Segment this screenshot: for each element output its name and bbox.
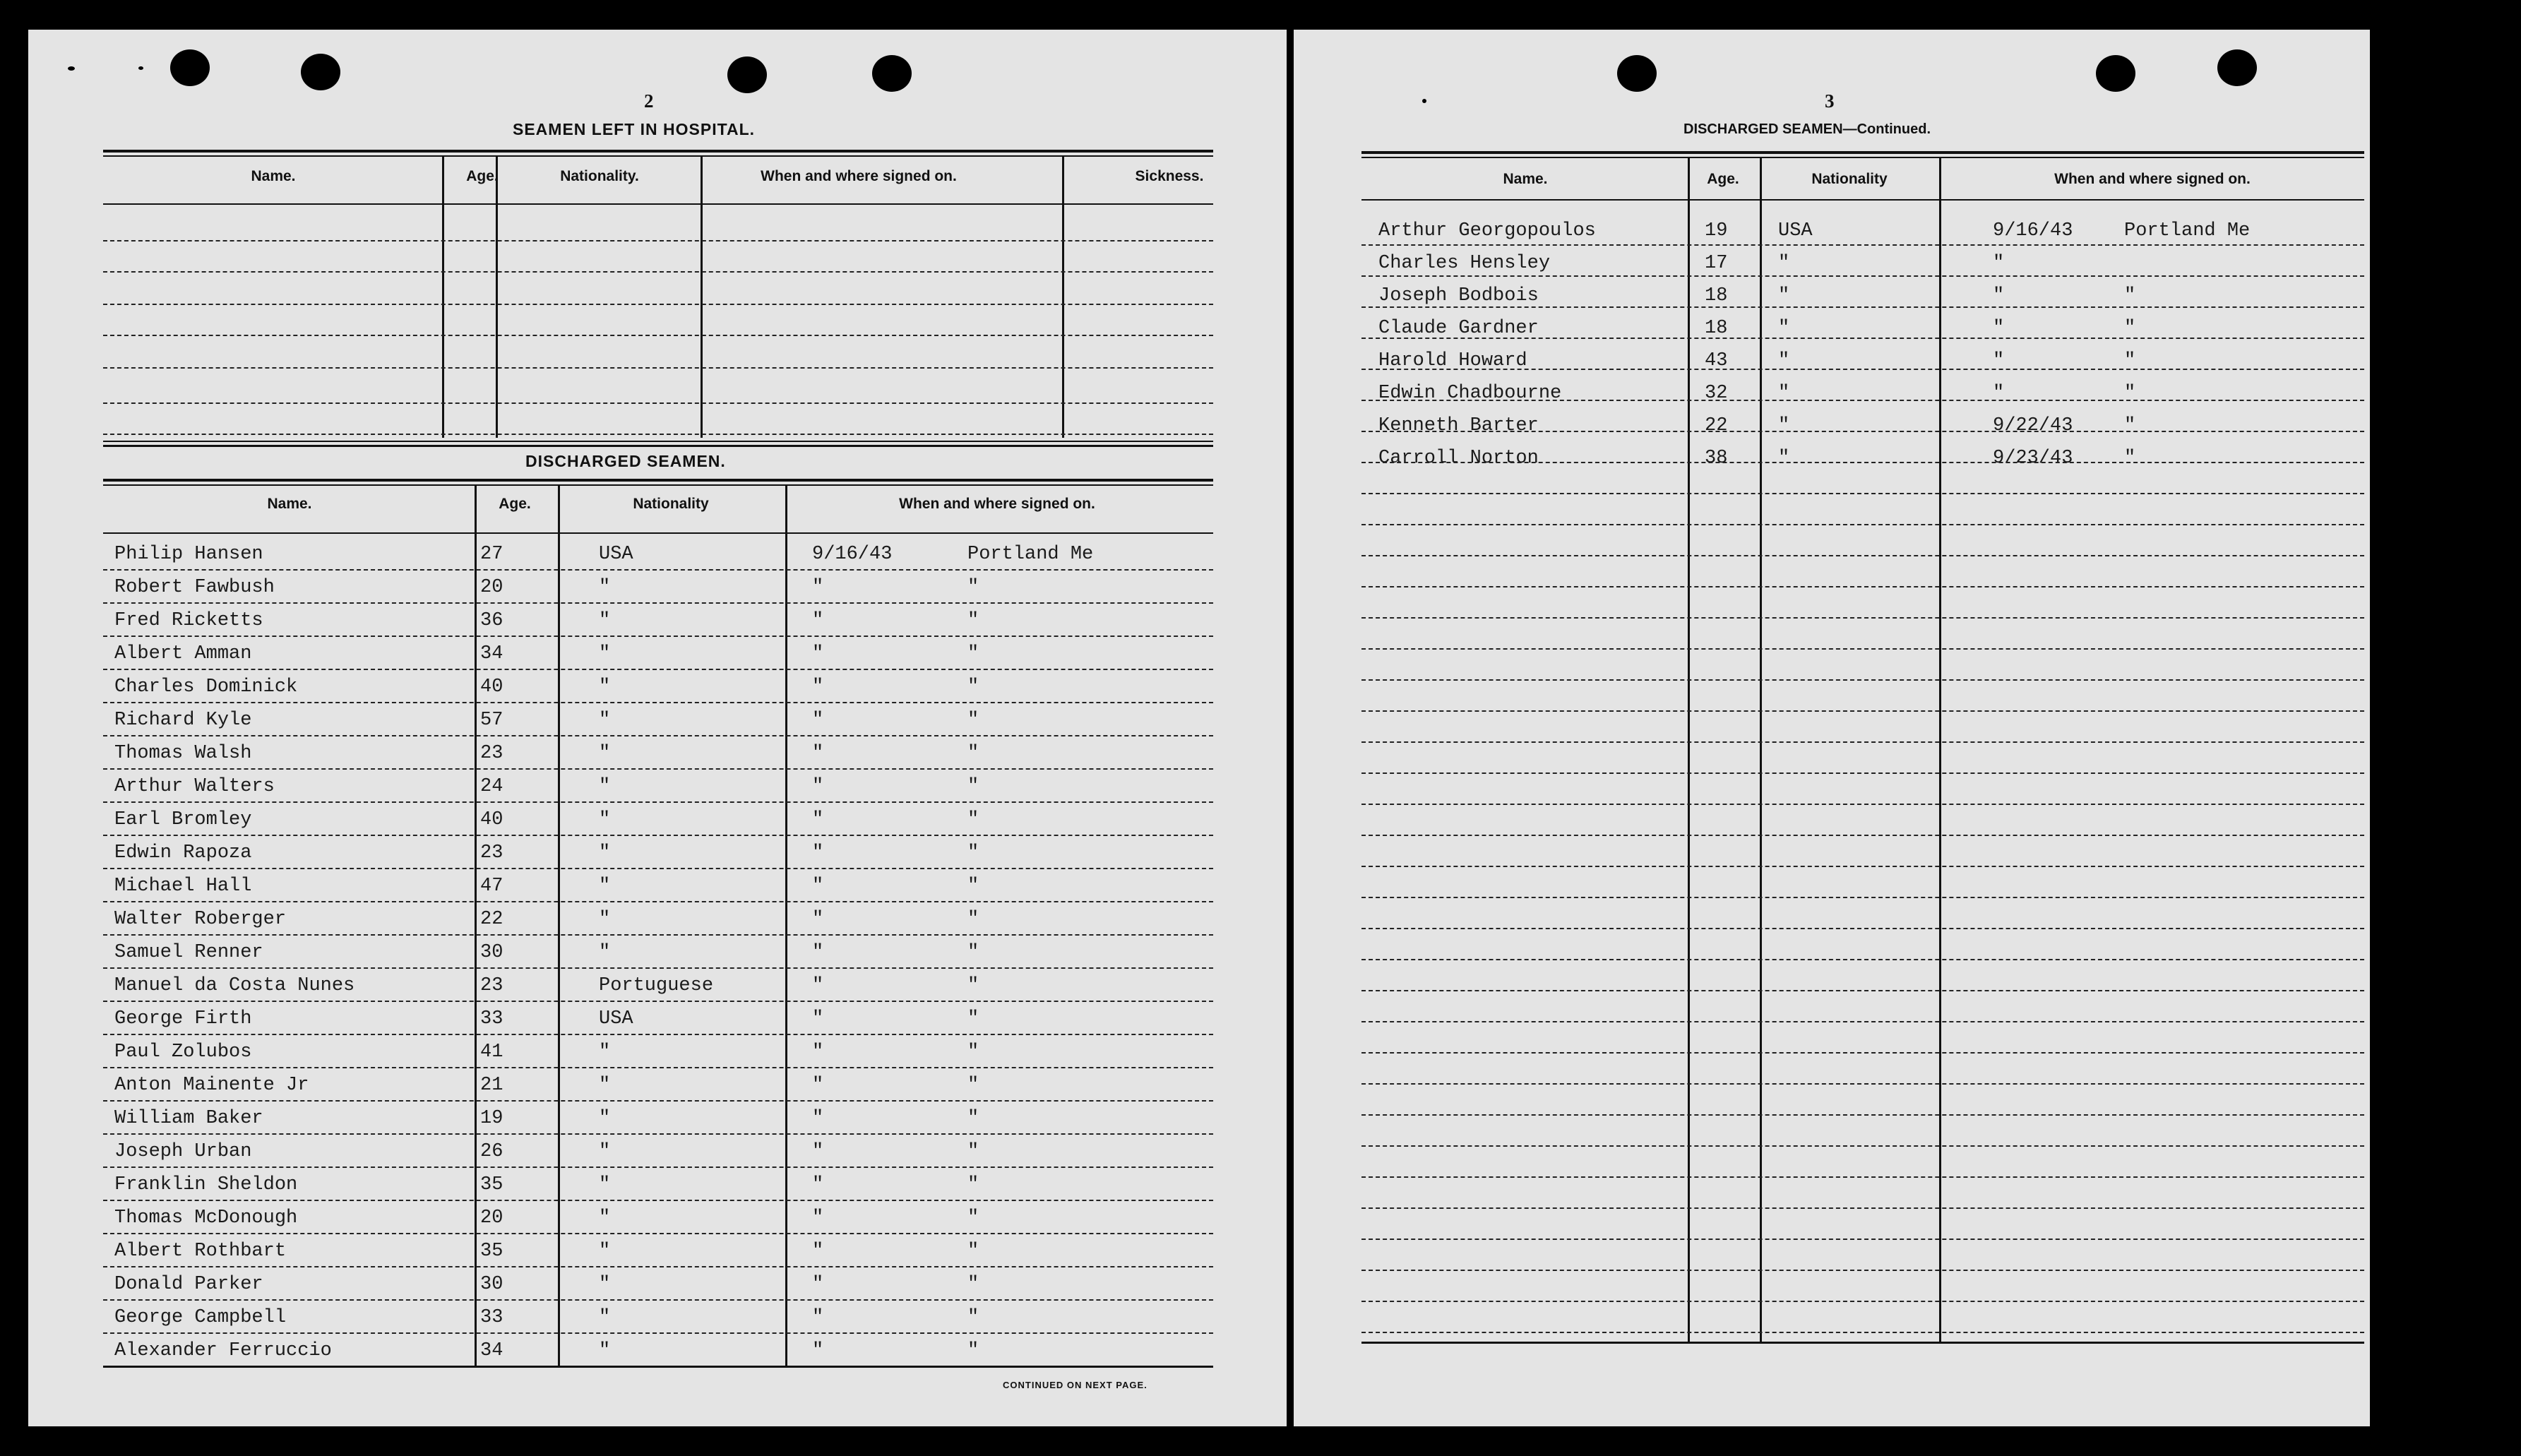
discharged-continued-heading: DISCHARGED SEAMEN—Continued.: [1683, 121, 1931, 137]
signed-on-place: ": [967, 610, 979, 631]
column-header: Age.: [1707, 171, 1739, 187]
row-line: [103, 569, 1213, 571]
signed-on-date: 9/23/43: [1993, 448, 2073, 469]
seaman-nationality: ": [1778, 350, 1790, 371]
row-line: [1361, 1052, 2364, 1054]
signed-on-date: ": [812, 1042, 824, 1063]
seaman-age: 36: [480, 610, 503, 631]
seaman-age: 22: [1705, 415, 1728, 436]
seaman-nationality: ": [599, 1108, 611, 1129]
row-line: [103, 1034, 1213, 1035]
row-line: [1361, 493, 2364, 494]
seaman-age: 33: [480, 1307, 503, 1328]
signed-on-date: ": [1993, 350, 2005, 371]
seaman-age: 35: [480, 1241, 503, 1262]
column-divider: [1760, 158, 1762, 1342]
seaman-name: Earl Bromley: [114, 809, 252, 830]
column-header: Nationality.: [560, 168, 639, 184]
seaman-name: Fred Ricketts: [114, 610, 263, 631]
punch-hole: [301, 54, 340, 90]
signed-on-place: ": [2124, 448, 2136, 469]
signed-on-place: ": [967, 676, 979, 698]
seaman-nationality: ": [599, 743, 611, 764]
seaman-nationality: ": [599, 776, 611, 797]
column-divider: [442, 157, 444, 438]
signed-on-place: ": [967, 1042, 979, 1063]
seaman-age: 34: [480, 643, 503, 664]
table-top-rule: [103, 150, 1213, 153]
row-line: [103, 1100, 1213, 1102]
seaman-nationality: ": [599, 577, 611, 598]
seaman-nationality: ": [599, 809, 611, 830]
row-line: [1361, 555, 2364, 556]
row-line: [103, 335, 1213, 336]
rule: [103, 532, 1213, 534]
signed-on-place: ": [2124, 318, 2136, 339]
column-header: When and where signed on.: [899, 496, 1095, 512]
rule: [103, 441, 1213, 442]
seaman-age: 38: [1705, 448, 1728, 469]
signed-on-date: ": [1993, 318, 2005, 339]
seaman-nationality: ": [1778, 285, 1790, 306]
signed-on-date: ": [812, 942, 824, 963]
row-line: [1361, 462, 2364, 463]
seaman-name: Philip Hansen: [114, 544, 263, 565]
row-line: [103, 1332, 1213, 1334]
speck: [138, 66, 143, 70]
signed-on-date: ": [812, 710, 824, 731]
signed-on-date: ": [812, 1274, 824, 1295]
seaman-nationality: ": [599, 1174, 611, 1195]
row-line: [1361, 369, 2364, 370]
seaman-age: 40: [480, 676, 503, 698]
rule: [1361, 157, 2364, 158]
seaman-nationality: ": [599, 942, 611, 963]
signed-on-date: 9/16/43: [1993, 220, 2073, 241]
seaman-nationality: ": [599, 909, 611, 930]
signed-on-date: ": [812, 1008, 824, 1030]
row-line: [1361, 1114, 2364, 1116]
row-line: [1361, 679, 2364, 681]
seaman-age: 23: [480, 842, 503, 864]
signed-on-place: ": [967, 1008, 979, 1030]
signed-on-date: ": [812, 909, 824, 930]
signed-on-place: ": [967, 577, 979, 598]
table-top-rule: [103, 155, 1213, 157]
right-page: [1294, 30, 2370, 1426]
seaman-age: 20: [480, 1207, 503, 1229]
signed-on-date: ": [1993, 253, 2005, 274]
seaman-name: Thomas Walsh: [114, 743, 252, 764]
seaman-age: 26: [480, 1141, 503, 1162]
column-header: Age.: [499, 496, 531, 512]
row-line: [103, 1200, 1213, 1201]
seaman-name: George Campbell: [114, 1307, 287, 1328]
row-line: [1361, 1239, 2364, 1240]
column-header: Nationality: [633, 496, 709, 512]
seaman-name: Charles Dominick: [114, 676, 298, 698]
signed-on-place: ": [967, 809, 979, 830]
signed-on-date: ": [1993, 383, 2005, 404]
row-line: [103, 402, 1213, 404]
row-line: [1361, 1145, 2364, 1147]
seaman-age: 30: [480, 942, 503, 963]
seaman-name: Samuel Renner: [114, 942, 263, 963]
row-line: [103, 635, 1213, 637]
seaman-nationality: ": [1778, 383, 1790, 404]
row-line: [1361, 400, 2364, 401]
seaman-age: 47: [480, 876, 503, 897]
row-line: [103, 434, 1213, 435]
signed-on-place: ": [967, 1141, 979, 1162]
seaman-nationality: ": [1778, 415, 1790, 436]
seaman-age: 17: [1705, 253, 1728, 274]
signed-on-place: ": [967, 842, 979, 864]
seaman-nationality: ": [1778, 253, 1790, 274]
seaman-age: 19: [480, 1108, 503, 1129]
signed-on-place: ": [967, 710, 979, 731]
hospital-heading: SEAMEN LEFT IN HOSPITAL.: [513, 120, 756, 138]
signed-on-place: Portland Me: [967, 544, 1094, 565]
seaman-nationality: ": [599, 643, 611, 664]
row-line: [1361, 306, 2364, 308]
seaman-age: 18: [1705, 318, 1728, 339]
seaman-name: Arthur Georgopoulos: [1378, 220, 1596, 241]
column-header: When and where signed on.: [2054, 171, 2251, 187]
seaman-nationality: ": [599, 1042, 611, 1063]
seaman-name: Michael Hall: [114, 876, 252, 897]
seaman-age: 23: [480, 975, 503, 996]
seaman-name: Kenneth Barter: [1378, 415, 1539, 436]
seaman-name: Carroll Norton: [1378, 448, 1539, 469]
rule: [1361, 199, 2364, 201]
row-line: [1361, 1176, 2364, 1178]
signed-on-place: ": [967, 1340, 979, 1361]
rule: [103, 484, 1213, 486]
rule: [103, 445, 1213, 447]
seaman-age: 24: [480, 776, 503, 797]
row-line: [103, 1299, 1213, 1301]
row-line: [1361, 524, 2364, 525]
seaman-age: 23: [480, 743, 503, 764]
seaman-age: 18: [1705, 285, 1728, 306]
seaman-name: Donald Parker: [114, 1274, 263, 1295]
signed-on-place: ": [967, 776, 979, 797]
signed-on-date: 9/22/43: [1993, 415, 2073, 436]
row-line: [1361, 990, 2364, 991]
signed-on-place: ": [2124, 350, 2136, 371]
column-divider: [701, 157, 703, 438]
row-line: [103, 868, 1213, 869]
seaman-age: 22: [480, 909, 503, 930]
seaman-name: Franklin Sheldon: [114, 1174, 298, 1195]
row-line: [103, 240, 1213, 241]
column-divider: [496, 157, 498, 438]
seaman-name: Charles Hensley: [1378, 253, 1551, 274]
signed-on-place: Portland Me: [2124, 220, 2251, 241]
row-line: [103, 602, 1213, 604]
signed-on-date: ": [812, 1207, 824, 1229]
seaman-name: Edwin Chadbourne: [1378, 383, 1562, 404]
seaman-nationality: ": [599, 676, 611, 698]
signed-on-date: ": [812, 1340, 824, 1361]
seaman-nationality: ": [599, 1207, 611, 1229]
seaman-age: 34: [480, 1340, 503, 1361]
seaman-age: 27: [480, 544, 503, 565]
seaman-nationality: ": [599, 610, 611, 631]
signed-on-date: ": [812, 975, 824, 996]
seaman-name: Joseph Urban: [114, 1141, 252, 1162]
seaman-age: 20: [480, 577, 503, 598]
row-line: [1361, 710, 2364, 712]
seaman-name: Albert Amman: [114, 643, 252, 664]
seaman-name: Arthur Walters: [114, 776, 275, 797]
row-line: [1361, 586, 2364, 587]
signed-on-date: ": [812, 1174, 824, 1195]
seaman-name: Manuel da Costa Nunes: [114, 975, 355, 996]
signed-on-place: ": [2124, 415, 2136, 436]
row-line: [1361, 338, 2364, 339]
row-line: [1361, 275, 2364, 277]
seaman-nationality: USA: [599, 544, 633, 565]
seaman-name: Albert Rothbart: [114, 1241, 287, 1262]
seaman-name: Joseph Bodbois: [1378, 285, 1539, 306]
row-line: [103, 271, 1213, 273]
row-line: [1361, 959, 2364, 960]
punch-hole: [2428, 54, 2467, 90]
seaman-nationality: ": [599, 1241, 611, 1262]
column-header: Name.: [251, 168, 296, 184]
signed-on-date: ": [812, 776, 824, 797]
seaman-name: Harold Howard: [1378, 350, 1527, 371]
row-line: [1361, 1301, 2364, 1302]
seaman-name: Anton Mainente Jr: [114, 1075, 309, 1096]
row-line: [1361, 1332, 2364, 1333]
seaman-age: 57: [480, 710, 503, 731]
speck: [68, 66, 75, 71]
seaman-age: 41: [480, 1042, 503, 1063]
punch-hole: [2096, 55, 2135, 92]
row-line: [103, 901, 1213, 902]
row-line: [1361, 741, 2364, 743]
row-line: [103, 801, 1213, 803]
row-line: [103, 669, 1213, 670]
seaman-age: 21: [480, 1075, 503, 1096]
punch-hole: [872, 55, 912, 92]
seaman-nationality: ": [599, 1340, 611, 1361]
row-line: [103, 304, 1213, 305]
signed-on-place: ": [967, 909, 979, 930]
row-line: [1361, 1083, 2364, 1085]
punch-hole: [170, 49, 210, 86]
signed-on-date: ": [812, 1141, 824, 1162]
row-line: [1361, 866, 2364, 867]
row-line: [103, 702, 1213, 703]
signed-on-date: 9/16/43: [812, 544, 893, 565]
column-divider: [1062, 157, 1064, 438]
row-line: [103, 1001, 1213, 1002]
row-line: [103, 1133, 1213, 1135]
signed-on-date: ": [1993, 285, 2005, 306]
page-number: 2: [644, 90, 654, 112]
punch-hole: [1617, 55, 1657, 92]
seaman-age: 19: [1705, 220, 1728, 241]
row-line: [1361, 928, 2364, 929]
seaman-name: Edwin Rapoza: [114, 842, 252, 864]
seaman-name: Alexander Ferruccio: [114, 1340, 332, 1361]
rule: [1361, 151, 2364, 154]
signed-on-place: ": [967, 743, 979, 764]
seaman-nationality: ": [1778, 318, 1790, 339]
speck: [1422, 99, 1426, 103]
row-line: [1361, 617, 2364, 619]
column-header: Nationality: [1811, 171, 1888, 187]
seaman-age: 32: [1705, 383, 1728, 404]
rule: [103, 203, 1213, 205]
row-line: [103, 367, 1213, 369]
seaman-nationality: ": [599, 1075, 611, 1096]
signed-on-place: ": [967, 1241, 979, 1262]
row-line: [1361, 772, 2364, 774]
signed-on-date: ": [812, 676, 824, 698]
row-line: [103, 967, 1213, 969]
signed-on-place: ": [967, 942, 979, 963]
discharged-heading: DISCHARGED SEAMEN.: [525, 452, 726, 470]
seaman-nationality: USA: [599, 1008, 633, 1030]
seaman-age: 35: [480, 1174, 503, 1195]
signed-on-place: ": [2124, 383, 2136, 404]
seaman-name: George Firth: [114, 1008, 252, 1030]
signed-on-date: ": [812, 876, 824, 897]
signed-on-place: ": [2124, 285, 2136, 306]
column-header: Name.: [267, 496, 312, 512]
row-line: [103, 768, 1213, 770]
seaman-name: Richard Kyle: [114, 710, 252, 731]
seaman-nationality: Portuguese: [599, 975, 714, 996]
table-bottom-rule: [1361, 1342, 2364, 1344]
row-line: [1361, 648, 2364, 650]
row-line: [103, 934, 1213, 936]
row-line: [1361, 431, 2364, 432]
row-line: [1361, 804, 2364, 805]
seaman-name: Thomas McDonough: [114, 1207, 298, 1229]
seaman-nationality: ": [599, 876, 611, 897]
punch-hole: [727, 56, 767, 93]
signed-on-date: ": [812, 1241, 824, 1262]
signed-on-place: ": [967, 1174, 979, 1195]
signed-on-date: ": [812, 842, 824, 864]
row-line: [1361, 1207, 2364, 1209]
column-header: Name.: [1503, 171, 1548, 187]
row-line: [103, 1266, 1213, 1267]
signed-on-date: ": [812, 743, 824, 764]
signed-on-place: ": [967, 1274, 979, 1295]
seaman-name: William Baker: [114, 1108, 263, 1129]
column-divider: [1939, 158, 1941, 1342]
column-header: When and where signed on.: [761, 168, 957, 184]
row-line: [103, 1233, 1213, 1234]
signed-on-place: ": [967, 1307, 979, 1328]
row-line: [103, 735, 1213, 736]
signed-on-date: ": [812, 1307, 824, 1328]
seaman-name: Robert Fawbush: [114, 577, 275, 598]
row-line: [1361, 1270, 2364, 1271]
seaman-nationality: ": [599, 1274, 611, 1295]
seaman-nationality: ": [1778, 448, 1790, 469]
seaman-age: 40: [480, 809, 503, 830]
punch-hole: [2217, 49, 2257, 86]
seaman-nationality: ": [599, 1141, 611, 1162]
table-bottom-rule: [103, 1366, 1213, 1368]
signed-on-place: ": [967, 975, 979, 996]
signed-on-date: ": [812, 610, 824, 631]
seaman-age: 43: [1705, 350, 1728, 371]
seaman-name: Walter Roberger: [114, 909, 287, 930]
signed-on-date: ": [812, 1108, 824, 1129]
row-line: [103, 1067, 1213, 1068]
seaman-nationality: ": [599, 1307, 611, 1328]
signed-on-date: ": [812, 643, 824, 664]
signed-on-date: ": [812, 577, 824, 598]
signed-on-place: ": [967, 643, 979, 664]
seaman-nationality: ": [599, 710, 611, 731]
row-line: [1361, 835, 2364, 836]
column-header: Age.: [466, 168, 499, 184]
continued-note: CONTINUED ON NEXT PAGE.: [1003, 1380, 1148, 1390]
signed-on-place: ": [967, 876, 979, 897]
row-line: [1361, 897, 2364, 898]
row-line: [1361, 244, 2364, 246]
signed-on-place: ": [967, 1207, 979, 1229]
page-number: 3: [1825, 90, 1835, 112]
column-divider: [1688, 158, 1690, 1342]
signed-on-date: ": [812, 809, 824, 830]
seaman-age: 30: [480, 1274, 503, 1295]
row-line: [103, 1166, 1213, 1168]
row-line: [1361, 1021, 2364, 1022]
left-page: [28, 30, 1287, 1426]
seaman-nationality: USA: [1778, 220, 1813, 241]
signed-on-place: ": [967, 1075, 979, 1096]
signed-on-place: ": [967, 1108, 979, 1129]
rule: [103, 479, 1213, 482]
seaman-name: Claude Gardner: [1378, 318, 1539, 339]
seaman-nationality: ": [599, 842, 611, 864]
row-line: [103, 835, 1213, 836]
signed-on-date: ": [812, 1075, 824, 1096]
column-header: Sickness.: [1135, 168, 1204, 184]
seaman-name: Paul Zolubos: [114, 1042, 252, 1063]
seaman-age: 33: [480, 1008, 503, 1030]
